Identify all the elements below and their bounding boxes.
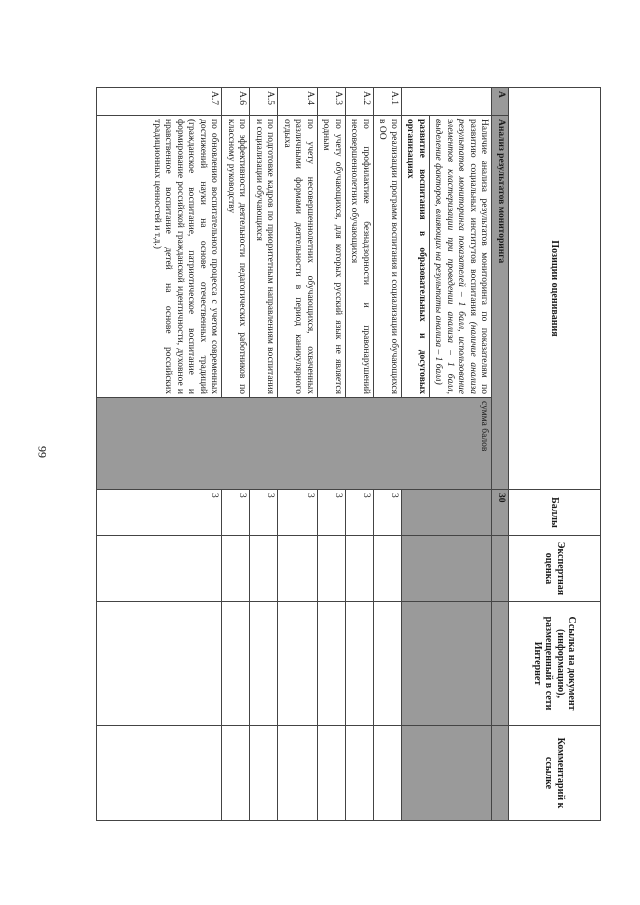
row-code: А.4 bbox=[278, 88, 318, 116]
section-code: А bbox=[492, 88, 509, 116]
header-expert: Экспертная оценка bbox=[509, 536, 601, 602]
expert-cell[interactable] bbox=[97, 536, 223, 602]
row-points: 3 bbox=[346, 490, 374, 536]
intro-expert-cell bbox=[402, 536, 493, 602]
expert-cell[interactable] bbox=[346, 536, 374, 602]
link-cell[interactable] bbox=[278, 602, 318, 726]
row-code: А.2 bbox=[346, 88, 374, 116]
header-link: Ссылка на документ (информацию), размещенный в сети Интернет bbox=[509, 602, 601, 726]
link-cell[interactable] bbox=[97, 602, 223, 726]
row-code: А.3 bbox=[318, 88, 346, 116]
comment-cell[interactable] bbox=[97, 726, 223, 821]
link-cell[interactable] bbox=[250, 602, 278, 726]
evaluation-table bbox=[96, 87, 601, 821]
link-cell[interactable] bbox=[346, 602, 374, 726]
header-comment: Комментарий к ссылке bbox=[509, 726, 601, 821]
table-header-row bbox=[509, 88, 601, 821]
comment-cell[interactable] bbox=[374, 726, 402, 821]
row-points: 3 bbox=[374, 490, 402, 536]
expert-cell[interactable] bbox=[318, 536, 346, 602]
comment-cell[interactable] bbox=[346, 726, 374, 821]
row-code: А.5 bbox=[250, 88, 278, 116]
row-text: по реализации программ воспитания и социализации обучающихся в ОО bbox=[374, 116, 402, 398]
row-code: А.1 bbox=[374, 88, 402, 116]
row-text: по подготовке кадров по приоритетным направлениям воспитания и социализации обучающихся bbox=[250, 116, 278, 398]
header-positions: Позиции оценивания bbox=[509, 88, 601, 490]
comment-cell[interactable] bbox=[222, 726, 250, 821]
row-points: 3 bbox=[278, 490, 318, 536]
section-max-points: 30 bbox=[492, 490, 509, 536]
section-title: Анализ результатов мониторинга bbox=[492, 116, 509, 490]
row-text: по профилактике безнадзорности и правонарушений несовершеннолетних обучающихся bbox=[346, 116, 374, 398]
row-points: 3 bbox=[250, 490, 278, 536]
row-points: 3 bbox=[222, 490, 250, 536]
expert-cell[interactable] bbox=[222, 536, 250, 602]
expert-cell[interactable] bbox=[374, 536, 402, 602]
row-code: А.6 bbox=[222, 88, 250, 116]
comment-cell[interactable] bbox=[278, 726, 318, 821]
comment-cell[interactable] bbox=[250, 726, 278, 821]
intro-link-cell bbox=[402, 602, 493, 726]
row-text: по учету обучающихся, для которых русский язык не является родным bbox=[318, 116, 346, 398]
intro-code-cell bbox=[402, 88, 493, 116]
row-points: 3 bbox=[318, 490, 346, 536]
row-text: по учету несовершеннолетних обучающихся, охваченных различными формами деятельности в период каникулярного отдыха bbox=[278, 116, 318, 398]
comment-cell[interactable] bbox=[318, 726, 346, 821]
intro-points-cell bbox=[402, 490, 493, 536]
expert-cell[interactable] bbox=[278, 536, 318, 602]
section-row bbox=[492, 88, 509, 821]
header-points: Баллы bbox=[509, 490, 601, 536]
link-cell[interactable] bbox=[222, 602, 250, 726]
subheading-text: развитие воспитания в образовательных и досуговых организациях bbox=[402, 116, 430, 398]
row-text: по обновлению воспитательного процесса с учетом современных достижений науки на основе отечественных традиций (гражданское воспитание, патриотическое воспитание и формирование российской гражданской идентичности, духовное и нравственное воспитание детей на основе российских традиционных ценностей и т.д.) bbox=[97, 116, 223, 398]
row-text: по эффективности деятельности педагогических работников по классному руководству bbox=[222, 116, 250, 398]
intro-comment-cell bbox=[402, 726, 493, 821]
intro-text-cell bbox=[430, 116, 493, 398]
expert-cell[interactable] bbox=[250, 536, 278, 602]
criteria-cell: сумма балов bbox=[97, 398, 493, 490]
link-cell[interactable] bbox=[374, 602, 402, 726]
row-points: 3 bbox=[97, 490, 223, 536]
page-number: 99 bbox=[35, 446, 50, 458]
rotated-table-wrapper bbox=[96, 87, 601, 820]
intro-text: Наличие анализа результатов мониторинга по показателям по развитию социальных институтов воспитания bbox=[468, 119, 490, 394]
row-code: А.7 bbox=[97, 88, 223, 116]
intro-row bbox=[430, 88, 493, 821]
link-cell[interactable] bbox=[318, 602, 346, 726]
intro-detail: (наличие анализа результатов мониторинга показателей – 1 балл, использование элементов кластеризации при проведении анализа – 1 балл, выделение факторов, влияющих на результаты анализа – 1 балл) bbox=[433, 119, 478, 394]
